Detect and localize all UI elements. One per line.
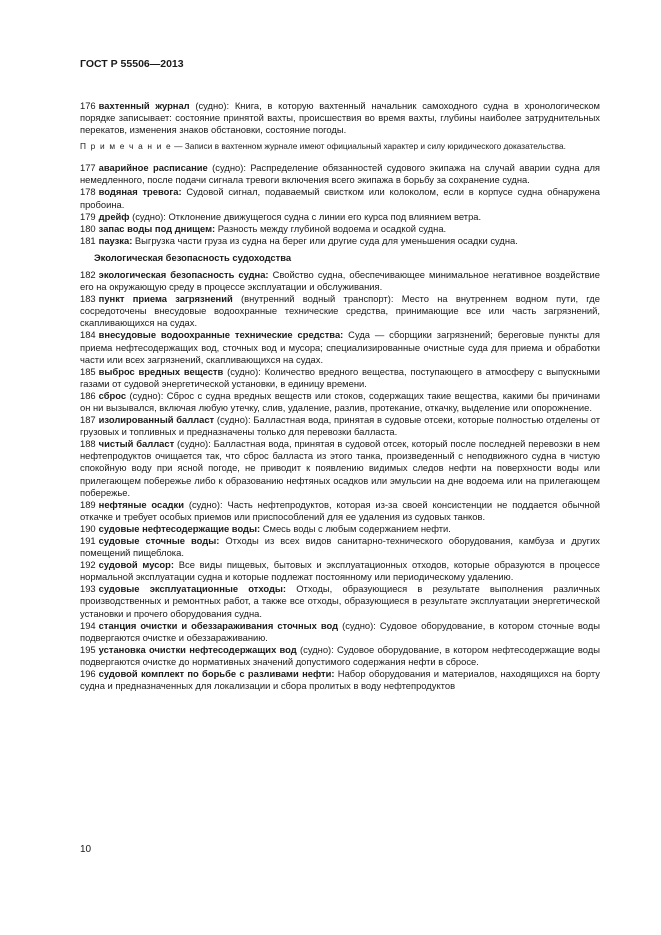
entry-term: изолированный балласт (98, 414, 215, 426)
entry-definition: Суда — сборщики загрязнений; береговые пункты для приема нефтесодержащих вод, сточных вод и мусора; специализированные очистные суда для приема и обработки части или всех загрязнений, скапливающихся на судах. (80, 329, 600, 365)
term-entry-191 (80, 535, 600, 559)
term-entry-186 (80, 390, 600, 414)
term-entry-194 (80, 620, 600, 644)
entry-qualifier: (судно): (189, 100, 230, 111)
entry-term: чистый балласт (98, 438, 175, 450)
term-entry-187 (80, 414, 600, 438)
term-entry-183 (80, 293, 600, 329)
entry-term: судовые сточные воды: (98, 535, 220, 546)
entry-term: пункт приема загрязнений (98, 293, 233, 305)
entry-qualifier: (судно): (129, 210, 166, 222)
entry-number: 189 (80, 498, 96, 510)
entry-qualifier: (судно): (126, 389, 164, 401)
term-entry-181 (80, 235, 600, 247)
term-entry-184 (80, 329, 600, 365)
entry-definition: Свойство судна, обеспечивающее минимальное негативное воздействие его на окружающую среду в процессе эксплуатации и обслуживания. (80, 268, 600, 293)
entry-definition: Разность между глубиной водоема и осадкой судна. (215, 222, 447, 234)
entry-number: 183 (80, 293, 96, 305)
entry-number: 193 (80, 583, 96, 595)
entry-qualifier: (судно): (214, 414, 251, 426)
entry-term: экологическая безопасность судна: (98, 268, 269, 280)
note-label: П р и м е ч а н и е (80, 141, 172, 152)
entry-definition: Набор оборудования и материалов, находящихся на борту судна и предназначенных для локализации и сбора пролитых в воду нефтепродуктов (80, 668, 600, 692)
document-page (80, 58, 600, 692)
entry-term: внесудовые водоохранные технические средства: (98, 329, 344, 341)
entry-number: 191 (80, 535, 96, 546)
entry-term: запас воды под днищем: (98, 222, 216, 234)
entry-number: 196 (80, 668, 96, 680)
entry-definition: Балластная вода, принятая в судовой отсек, который после последней перевозки в нем нефтепродуктов очищается так, что сброс балласта из этого танка, произведенный с неподвижного судна в чистую спокойную воду при ясной погоде, не приводит к появлению видимых следов нефти на поверхности воды или прилегающем побережье либо к образованию нефтяных осадков или эмульсии на дне водоема или на прилегающем побережье. (80, 438, 600, 498)
entry-number: 177 (80, 162, 96, 174)
entry-definition: Распределение обязанностей судового экипажа на случай аварии судна для немедленного, после подачи сигнала тревоги включения всего экипажа в борьбу за сохранение судна. (80, 162, 600, 186)
entry-definition: Отклонение движущегося судна с линии его курса под влиянием ветра. (165, 210, 482, 222)
entry-number: 184 (80, 329, 96, 341)
entry-definition: Балластная вода, принятая в судовые отсеки, которые полностью отделены от грузовых и топливных и предназначены только для перевозки балласта. (80, 414, 600, 438)
entry-definition: Выгрузка части груза из судна на берег или другие суда для уменьшения осадки судна. (132, 234, 518, 246)
term-entry-196 (80, 668, 600, 692)
entry-term: судовые эксплуатационные отходы: (98, 583, 287, 595)
entry-term: сброс (98, 389, 127, 401)
term-entry-190 (80, 523, 600, 535)
entry-definition: Часть нефтепродуктов, которая из-за своей консистенции не поддается обычной откачке и требует особых приемов или приспособлений для ее удаления из судовых танков. (80, 498, 600, 522)
entry-definition: Смесь воды с любым содержанием нефти. (260, 522, 451, 534)
term-entry-182 (80, 269, 600, 293)
entry-definition: Отходы из всех видов санитарно-технического оборудования, камбуза и других помещений пищеблока. (80, 535, 600, 559)
entry-number: 192 (80, 559, 96, 571)
entry-qualifier: (судно): (338, 619, 376, 631)
entry-number: 182 (80, 268, 96, 280)
entry-definition: Количество вредного вещества, поступающего в атмосферу с выпускными газами от судовой энергетической установки, в единицу времени. (80, 365, 600, 389)
entry-definition: Отходы, образующиеся в результате выполнения различных производственных и ремонтных работ, а также все отходы, образующиеся в результате эксплуатации энергетической установки и прочего оборудования судна. (80, 583, 600, 619)
entry-number: 185 (80, 365, 96, 377)
entry-definition: Все виды пищевых, бытовых и эксплуатационных отходов, которые образуются в процессе нормальной эксплуатации судна и которые подлежат постоянному или периодическому удалению. (80, 559, 600, 583)
page-number: 10 (80, 844, 92, 855)
entry-definition: Сброс с судна вредных веществ или стоков, содержащих такие вещества, какими бы причинами он ни вызывался, включая любую утечку, слив, удаление, разлив, протекание, откачку, выделение или опорожнение. (80, 389, 600, 413)
entry-qualifier: (судно): (223, 365, 261, 377)
entry-definition: Судовое оборудование, в котором сточные воды подвергаются очистке и обеззараживанию. (80, 619, 600, 643)
term-entry-179 (80, 211, 600, 223)
term-entry-193 (80, 583, 600, 619)
entry-term: судовой мусор: (98, 559, 174, 571)
entry-qualifier: (судно): (174, 438, 211, 450)
entry-qualifier: (внутренний водный транспорт): (232, 293, 394, 305)
entry-qualifier: (судно): (296, 643, 334, 655)
entry-qualifier: (судно): (183, 498, 223, 510)
entry-term: нефтяные осадки (98, 498, 184, 510)
term-entry-192 (80, 559, 600, 583)
term-entry-195 (80, 644, 600, 668)
entry-number: 187 (80, 414, 96, 426)
entry-number: 188 (80, 438, 96, 450)
entry-number: 178 (80, 186, 96, 198)
entry-qualifier: (судно): (207, 162, 246, 174)
entry-term: паузка: (98, 234, 133, 246)
entry-number: 186 (80, 389, 96, 401)
entry-number: 179 (80, 210, 96, 222)
entry-number: 195 (80, 643, 96, 655)
entry-term: установка очистки нефтесодержащих вод (98, 643, 297, 655)
term-entry-189 (80, 499, 600, 523)
entry-number: 176 (80, 100, 96, 111)
document-header: ГОСТ Р 55506—2013 (80, 58, 184, 70)
entry-number: 180 (80, 222, 96, 234)
entry-term: судовой комплект по борьбе с разливами нефти: (98, 668, 335, 680)
entry-term: аварийное расписание (98, 162, 208, 174)
entry-definition: Судовое оборудование, в котором нефтесодержащие воды подвергаются очистке до нормативных значений допустимого содержания нефти в сбросе. (80, 643, 601, 667)
entry-number: 194 (80, 619, 96, 631)
entry-definition: Место на внутреннем водном пути, где сосредоточены внесудовые водоохранные технические средства, принимающие все или часть загрязнений, скапливающихся на судах. (80, 293, 600, 329)
entry-definition: Судовой сигнал, подаваемый свистком или колоколом, если в корпусе судна обнаружена пробоина. (80, 186, 600, 210)
term-entry-185 (80, 366, 600, 390)
note (80, 141, 600, 152)
note-text: — Записи в вахтенном журнале имеют официальный характер и силу юридического доказательства. (171, 141, 566, 152)
term-entry-177 (80, 162, 600, 186)
entry-term: станция очистки и обеззараживания сточных вод (98, 619, 339, 631)
entry-term: судовые нефтесодержащие воды: (98, 522, 261, 534)
term-entry-180 (80, 223, 600, 235)
entry-term: дрейф (98, 210, 130, 222)
entry-term: выброс вредных веществ (98, 365, 224, 377)
entry-definition: Книга, в которую вахтенный начальник самоходного судна в хронологическом порядке записывает: состояние принятой вахты, происшествия во время вахты, глубины наиболее затруднительных перекатов, изменения знаков обстановки, состояние погоды. (80, 100, 600, 136)
entry-term: водяная тревога: (98, 186, 182, 198)
entry-number: 181 (80, 234, 96, 246)
term-entry-176 (80, 100, 600, 136)
entry-term: вахтенный журнал (98, 100, 190, 111)
term-entry-188 (80, 438, 600, 498)
section-title: Экологическая безопасность судоходства (94, 251, 292, 263)
entry-number: 190 (80, 522, 96, 534)
term-entry-178 (80, 186, 600, 210)
